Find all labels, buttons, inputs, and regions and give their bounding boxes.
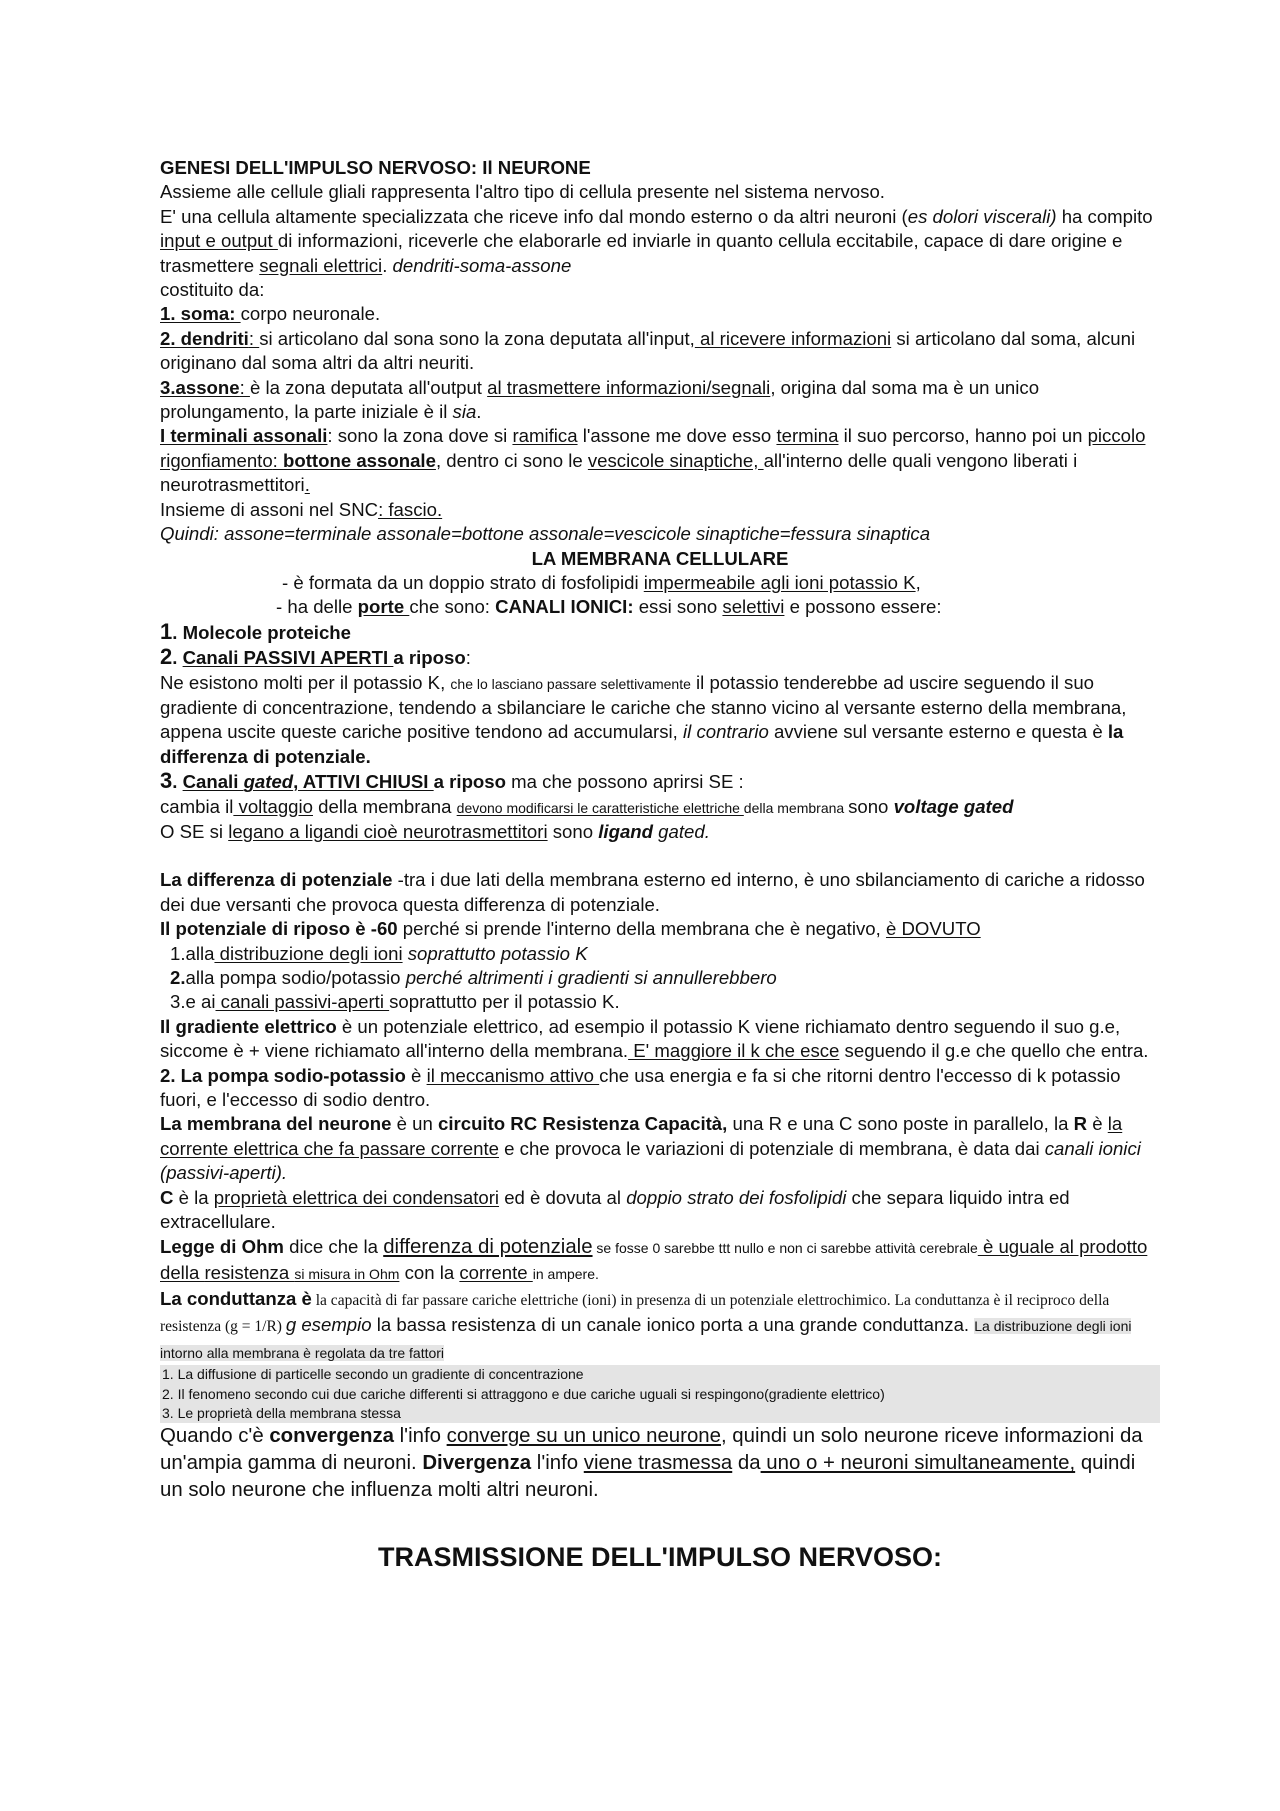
- text: differenza di potenziale: [383, 1236, 593, 1259]
- text: ramifica: [512, 425, 578, 447]
- item-canali-gated: [160, 769, 1160, 794]
- text: - ha delle: [276, 596, 358, 618]
- label: La membrana del neurone: [160, 1113, 392, 1135]
- text: Canali: [182, 771, 244, 793]
- text: la corrente elettrica che fa passare corrente: [160, 1113, 1123, 1159]
- text: circuito RC Resistenza Capacità,: [437, 1113, 728, 1135]
- text: che usa energia e fa si che ritorni dentro l'eccesso di k potassio fuori, e l'eccesso di sodio dentro.: [160, 1064, 1121, 1111]
- text: di informazioni, riceverle che elaborarle ed inviarle in quanto cellula eccitabile, capace di dare origine e trasmettere: [160, 230, 1123, 276]
- text: ma che possono aprirsi SE :: [505, 771, 744, 793]
- text: della membrana: [312, 795, 457, 817]
- text: il potassio tenderebbe ad uscire seguendo il suo gradiente di concentrazione, tendendo a sbilanciare le cariche che stanno vicino al versante esterno della membrana, appena uscite queste cariche positive tendono ad accumularsi,: [160, 671, 1127, 743]
- item-terminali: [160, 424, 1160, 497]
- text: legano a ligandi cioè neurotrasmettitori: [228, 820, 548, 842]
- text: da: [732, 1452, 761, 1475]
- text: che sono:: [409, 596, 496, 618]
- fattore-item: 3. Le proprietà della membrana stessa: [162, 1404, 401, 1421]
- text: viene trasmessa: [583, 1452, 733, 1475]
- text: converge su un unico neurone: [446, 1425, 721, 1448]
- text: ha compito: [1056, 205, 1153, 227]
- text: essi sono: [638, 596, 723, 618]
- text: canali ionici (passivi-aperti).: [160, 1137, 1141, 1184]
- paragraph-costituito: costituito da:: [160, 279, 265, 301]
- paragraph-ohm: [160, 1234, 1160, 1286]
- text: avviene sul versante esterno e questa è: [768, 721, 1108, 743]
- text: gated: [243, 771, 294, 793]
- label: La differenza di potenziale: [160, 869, 393, 891]
- text: 2.: [170, 967, 186, 988]
- text: si articolano dal sona sono la zona deputata all'input,: [259, 327, 695, 349]
- label: 2. dendriti: [160, 327, 249, 349]
- item-soma: [160, 302, 1160, 326]
- text: .: [476, 401, 482, 423]
- text: E' maggiore il k che esce: [628, 1040, 840, 1062]
- document-title: GENESI DELL'IMPULSO NERVOSO: Il NEURONE: [160, 157, 591, 178]
- text: al trasmettere informazioni/segnali: [487, 376, 771, 398]
- text: perché si prende l'interno della membrana che è negativo,: [397, 918, 886, 940]
- text: segnali elettrici: [259, 254, 383, 276]
- label: 2. La pompa sodio-potassio: [160, 1064, 406, 1086]
- text: proprietà elettrica dei condensatori: [213, 1186, 500, 1208]
- text: es dolori viscerali): [907, 205, 1057, 227]
- text: 1.alla: [170, 942, 215, 964]
- document-page: [160, 156, 1160, 1574]
- text: cambia il: [160, 795, 234, 817]
- text: è DOVUTO: [885, 918, 981, 940]
- text: devono modificarsi le caratteristiche elettriche: [456, 799, 744, 816]
- section-title-trasmissione: TRASMISSIONE DELL'IMPULSO NERVOSO:: [378, 1542, 942, 1573]
- text: :: [272, 449, 284, 471]
- membrana-point-2: [160, 595, 1160, 619]
- text: si articolano dal soma, alcuni originano dal soma altri da altri neuriti.: [160, 327, 1136, 374]
- text: che separa liquido intra ed extracellulare.: [160, 1186, 1070, 1233]
- text: doppio strato dei fosfolipidi: [626, 1186, 847, 1208]
- item-canali-passivi: [160, 645, 1160, 670]
- paragraph-voltage: [160, 795, 1160, 820]
- text: a riposo: [393, 647, 466, 669]
- text: è la zona deputata all'output: [249, 376, 488, 398]
- text: la capacità di far passare cariche elettriche (ioni) in presenza di un potenziale elettrochimico. La conduttanza è il reciproco della resistenza (g = 1/R: [160, 1291, 1110, 1336]
- riposo-cause-3: [160, 990, 1160, 1014]
- paragraph-snc: [160, 498, 1160, 522]
- text: con la: [399, 1262, 460, 1284]
- text: ,: [915, 571, 921, 593]
- text: uno o + neuroni simultaneamente,: [760, 1452, 1076, 1475]
- paragraph-ligand: [160, 820, 1160, 844]
- text: e possono essere:: [784, 596, 942, 618]
- paragraph-capacita: [160, 1186, 1160, 1235]
- text: alla pompa sodio/potassio: [185, 967, 406, 988]
- number: 1: [160, 618, 173, 644]
- item-molecole: [160, 620, 1160, 645]
- text: corpo neuronale.: [240, 303, 381, 325]
- item-dendriti: [160, 327, 1160, 376]
- text: :: [465, 647, 471, 669]
- text: selettivi: [722, 596, 785, 618]
- text: Quando c'è: [160, 1425, 270, 1448]
- text: che lo lasciano passare selettivamente: [450, 675, 691, 692]
- text: convergenza: [269, 1425, 394, 1448]
- text: voltaggio: [233, 795, 313, 817]
- text: soprattutto potassio K: [402, 942, 588, 964]
- section-title-membrana: LA MEMBRANA CELLULARE: [531, 547, 789, 569]
- text: impermeabile agli ioni potassio K: [643, 571, 916, 593]
- text: . Molecole proteiche: [172, 621, 351, 643]
- text: termina: [776, 425, 839, 447]
- label: Legge di Ohm: [160, 1236, 284, 1258]
- text: si misura in Ohm: [294, 1266, 400, 1283]
- membrana-point-1: [160, 571, 1160, 595]
- item-assone: [160, 376, 1160, 425]
- label: 3.assone: [160, 376, 240, 398]
- text: quindi un solo neurone che influenza molti altri neuroni.: [160, 1452, 1136, 1502]
- text: il meccanismo attivo: [426, 1064, 600, 1086]
- text: l'info: [393, 1425, 447, 1448]
- text: sono: [848, 795, 894, 817]
- text: corrente: [459, 1262, 533, 1284]
- text: dendriti-soma-assone: [392, 254, 572, 276]
- text: La distribuzione degli ioni intorno alla membrana è regolata da tre fattori: [160, 1318, 1132, 1361]
- text: sono: [547, 820, 599, 842]
- text: della membrana: [743, 799, 849, 816]
- label: La conduttanza è: [160, 1287, 312, 1309]
- text: in ampere.: [532, 1266, 599, 1283]
- number: 3: [160, 768, 173, 794]
- text: gated.: [653, 820, 710, 842]
- text: all'interno delle quali vengono liberati i neurotrasmettitori: [160, 449, 1078, 496]
- text: l'info: [531, 1452, 584, 1475]
- text: la bassa resistenza di un canale ionico porta a una grande conduttanza.: [371, 1314, 975, 1336]
- riposo-cause-1: [160, 942, 1160, 966]
- text: , ATTIVI CHIUSI: [293, 771, 434, 793]
- text: Insieme di assoni nel SNC: [160, 498, 379, 520]
- text: al ricevere informazioni: [694, 327, 892, 349]
- text: voltage gated: [893, 795, 1014, 817]
- text: input e output: [160, 230, 278, 252]
- text: e che provoca le variazioni di potenziale di membrana, è data dai: [499, 1137, 1045, 1159]
- text: sia: [452, 401, 477, 423]
- text: è un: [391, 1113, 438, 1135]
- text: Ne esistono molti per il potassio K,: [160, 671, 451, 693]
- text: è: [1087, 1113, 1108, 1135]
- spacer: [160, 844, 1160, 868]
- text: è uguale al prodotto della: [160, 1236, 1148, 1284]
- paragraph-pompa: [160, 1064, 1160, 1113]
- paragraph-glia: Assieme alle cellule gliali rappresenta l'altro tipo di cellula presente nel sistema nervoso.: [160, 181, 885, 203]
- text: 3.e ai: [170, 991, 216, 1013]
- text: .: [172, 771, 183, 793]
- text: .: [382, 254, 393, 276]
- paragraph-rc: [160, 1112, 1160, 1185]
- text: , origina dal soma ma è un unico prolungamento, la parte iniziale è il: [160, 376, 1040, 423]
- text: CANALI IONICI:: [495, 596, 639, 618]
- paragraph-passivi: [160, 671, 1160, 770]
- label: C: [160, 1186, 174, 1208]
- text: piccolo rigonfiamento: [160, 425, 1146, 471]
- text: : sono la zona dove si: [327, 425, 513, 447]
- paragraph-differenza: [160, 868, 1160, 917]
- text: bottone assonale: [283, 449, 436, 471]
- text: il contrario: [683, 721, 769, 743]
- riposo-cause-2: [160, 966, 1160, 990]
- number: 2: [160, 644, 173, 670]
- text: resistenza: [204, 1262, 295, 1284]
- text: E' una cellula altamente specializzata che riceve info dal mondo esterno o da altri neuroni (: [160, 205, 908, 227]
- paragraph-conduttanza: [160, 1287, 1160, 1365]
- text: distribuzione degli ioni: [214, 942, 403, 964]
- fattore-item: 2. Il fenomeno secondo cui due cariche differenti si attraggono e due cariche uguali si respingono(gradiente elettrico): [162, 1385, 885, 1402]
- label: Il gradiente elettrico: [160, 1015, 337, 1037]
- text: dice che la: [283, 1236, 384, 1258]
- text: porte: [357, 596, 410, 618]
- paragraph-gradiente: [160, 1015, 1160, 1064]
- text: è: [405, 1064, 427, 1086]
- paragraph-convergenza: [160, 1423, 1160, 1504]
- text: a riposo: [433, 771, 506, 793]
- text: ligand: [598, 820, 653, 842]
- text: O SE si: [160, 820, 229, 842]
- text: se fosse 0 sarebbe ttt nullo e non ci sarebbe attività cerebrale: [592, 1240, 978, 1257]
- text: - è formata da un doppio strato di fosfolipidi: [282, 571, 644, 593]
- text: una R e una C sono poste in parallelo, la: [727, 1113, 1074, 1135]
- text: Divergenza: [422, 1452, 532, 1475]
- text: è un potenziale elettrico, ad esempio il potassio K viene richiamato dentro seguendo il suo g.e, siccome è + viene richiamato all'interno della membrana.: [160, 1015, 1121, 1062]
- fattori-list: [160, 1365, 1160, 1423]
- text: , dentro ci sono le: [435, 449, 588, 471]
- text: soprattutto per il potassio K.: [389, 991, 620, 1013]
- text: ): [276, 1318, 286, 1336]
- text: perché altrimenti i gradienti si annullerebbero: [405, 967, 777, 988]
- text: : fascio.: [378, 498, 443, 520]
- paragraph-cellula: [160, 205, 1160, 278]
- text: g esempio: [285, 1314, 372, 1336]
- paragraph-riposo: [160, 917, 1160, 941]
- text: vescicole sinaptiche,: [587, 449, 764, 471]
- text: , quindi un solo neurone riceve informazioni da un'ampia gamma di neuroni.: [160, 1425, 1143, 1475]
- text: seguendo il g.e che quello che entra.: [839, 1040, 1149, 1062]
- text: R: [1073, 1113, 1088, 1135]
- text: è la: [173, 1186, 214, 1208]
- label: 1. soma:: [160, 303, 241, 325]
- text: -tra i due lati della membrana esterno ed interno, è uno sbilanciamento di cariche a ridosso dei due versanti che provoca questa differenza di potenziale.: [160, 869, 1145, 915]
- text: :: [248, 327, 260, 349]
- text: Canali PASSIVI APERTI: [182, 647, 394, 669]
- label: Il potenziale di riposo è -60: [160, 918, 398, 940]
- text: l'assone me dove esso: [577, 425, 777, 447]
- text: .: [304, 474, 310, 496]
- text: il suo percorso, hanno poi un: [838, 425, 1088, 447]
- text: la differenza di potenziale.: [160, 721, 1124, 767]
- fattore-item: 1. La diffusione di particelle secondo un gradiente di concentrazione: [162, 1366, 584, 1383]
- text: ed è dovuta al: [499, 1186, 627, 1208]
- text: :: [239, 376, 250, 398]
- label: I terminali assonali: [160, 425, 328, 447]
- paragraph-quindi: Quindi: assone=terminale assonale=bottone assonale=vescicole sinaptiche=fessura sinaptica: [160, 523, 931, 545]
- text: canali passivi-aperti: [215, 991, 390, 1013]
- text: .: [172, 647, 183, 669]
